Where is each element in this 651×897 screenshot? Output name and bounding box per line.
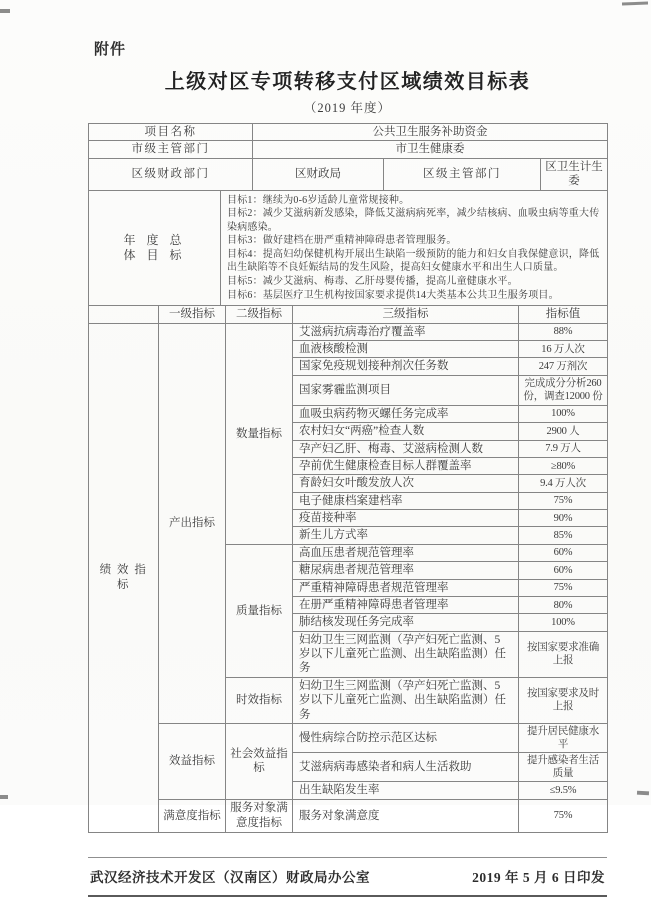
header-level1: 一级指标: [159, 306, 226, 323]
indicator-value: 75%: [519, 799, 608, 832]
indicator-value: 60%: [519, 562, 608, 579]
indicator-value: 9.4 万人次: [519, 475, 608, 492]
scan-artifact: [622, 2, 648, 6]
indicator-name: 国家免疫规划接种剂次任务数: [293, 358, 519, 375]
header-level3: 三级指标: [293, 306, 519, 323]
indicator-name: 血液核酸检测: [293, 341, 519, 358]
indicator-value: 60%: [519, 544, 608, 561]
indicator-value: 7.9 万人: [519, 440, 608, 457]
city-dept-label: 市级主管部门: [89, 141, 253, 158]
scan-artifact: [637, 791, 649, 796]
indicator-value: 90%: [519, 510, 608, 527]
indicator-corner-cell: [89, 306, 159, 323]
city-dept-value: 市卫生健康委: [253, 141, 608, 158]
indicator-value: 100%: [519, 405, 608, 422]
indicator-value: 提升居民健康水平: [519, 723, 608, 752]
performance-indicator-table: [88, 305, 608, 833]
indicator-value: 16 万人次: [519, 341, 608, 358]
l2-service-cell: 服务对象满意度指标: [226, 799, 293, 832]
indicator-value: 85%: [519, 527, 608, 544]
scan-artifact: [0, 795, 8, 799]
indicator-value: 100%: [519, 614, 608, 631]
indicator-value: 80%: [519, 596, 608, 613]
indicator-name: 服务对象满意度: [293, 799, 519, 832]
indicator-name: 艾滋病病毒感染者和病人生活救助: [293, 753, 519, 782]
scan-artifact: [0, 9, 10, 13]
l2-quality-cell: 质量指标: [226, 544, 293, 677]
category-cell: 绩 效 指 标: [89, 323, 159, 832]
info-table: [88, 123, 608, 191]
annual-goals-label-line2: 体 目 标: [123, 247, 186, 262]
header-level2: 二级指标: [226, 306, 293, 323]
district-dept-label: 区级主管部门: [384, 158, 541, 190]
indicator-name: 新生儿方式率: [293, 527, 519, 544]
indicator-value: 按国家要求及时上报: [519, 677, 608, 723]
indicator-name: 电子健康档案建档率: [293, 492, 519, 509]
annual-goals-label: [89, 190, 221, 306]
l2-social-cell: 社会效益指标: [226, 723, 293, 799]
district-finance-label: 区级财政部门: [89, 158, 253, 190]
goals-table: [88, 190, 608, 307]
indicator-name: 孕前优生健康检查目标人群覆盖率: [293, 457, 519, 474]
indicator-name: 慢性病综合防控示范区达标: [293, 723, 519, 752]
indicator-name: 育龄妇女叶酸发放人次: [293, 475, 519, 492]
document-footer: [88, 857, 607, 897]
annual-goals-label-line1: 年 度 总: [123, 232, 186, 247]
goal-item-5: 目标5：减少艾滋病、梅毒、乙肝母婴传播，提高儿童健康水平。: [227, 276, 518, 288]
indicator-value: 2900 人: [519, 423, 608, 440]
indicator-value: 88%: [519, 323, 608, 340]
footer-office: 武汉经济技术开发区（汉南区）财政局办公室: [90, 869, 370, 885]
indicator-name: 血吸虫病药物灭螺任务完成率: [293, 405, 519, 422]
indicator-value: 提升感染者生活质量: [519, 753, 608, 782]
indicator-value: 完成成分分析260 份，调查12000 份: [519, 375, 608, 405]
indicator-name: 糖尿病患者规范管理率: [293, 562, 519, 579]
goal-item-4: 目标4：提高妇幼保健机构开展出生缺陷一级预防的能力和妇女自我保健意识，降低出生缺陷等不良妊娠结局的发生风险，提高妇女健康水平和出生人口质量。: [227, 248, 600, 274]
l2-quantity-cell: 数量指标: [226, 323, 293, 544]
goal-item-3: 目标3：做好建档在册严重精神障碍患者管理服务。: [227, 235, 457, 247]
doc-period: （2019 年度）: [303, 101, 392, 115]
footer-print-date: 2019 年 5 月 6 日印发: [472, 869, 605, 885]
goal-item-6: 目标6：基层医疗卫生机构按国家要求提供14大类基本公共卫生服务项目。: [227, 289, 559, 301]
indicator-value: 按国家要求准确上报: [519, 631, 608, 677]
indicator-value: ≥80%: [519, 457, 608, 474]
goal-item-2: 目标2：减少艾滋病新发感染，降低艾滋病病死率，减少结核病、血吸虫病等重大传染病感染。: [227, 208, 600, 233]
indicator-name: 在册严重精神障碍患者管理率: [293, 596, 519, 613]
document-sheet: [88, 38, 607, 897]
indicator-name: 疫苗接种率: [293, 510, 519, 527]
indicator-name: 艾滋病抗病毒治疗覆盖率: [293, 323, 519, 340]
attachment-label: 附件: [94, 42, 127, 58]
indicator-value: 75%: [519, 492, 608, 509]
header-value: 指标值: [519, 306, 608, 323]
goal-item-1: 目标1：继续为0-6岁适龄儿童常规接种。: [227, 194, 410, 206]
district-finance-value: 区财政局: [253, 158, 384, 190]
project-name-value: 公共卫生服务补助资金: [253, 124, 608, 141]
district-dept-value: 区卫生计生委: [541, 158, 608, 190]
indicator-name: 高血压患者规范管理率: [293, 544, 519, 561]
l2-timeliness-cell: 时效指标: [226, 677, 293, 723]
indicator-name: 农村妇女“两癌”检查人数: [293, 423, 519, 440]
indicator-name: 国家雾霾监测项目: [293, 375, 519, 405]
l1-benefit-cell: 效益指标: [159, 723, 226, 799]
indicator-name: 妇幼卫生三网监测（孕产妇死亡监测、5 岁以下儿童死亡监测、出生缺陷监测）任务: [293, 677, 519, 723]
l1-satisfaction-cell: 满意度指标: [159, 799, 226, 832]
project-name-label: 项目名称: [89, 124, 253, 141]
indicator-name: 妇幼卫生三网监测（孕产妇死亡监测、5 岁以下儿童死亡监测、出生缺陷监测）任务: [293, 631, 519, 677]
indicator-name: 孕产妇乙肝、梅毒、艾滋病检测人数: [293, 440, 519, 457]
indicator-value: 247 万剂次: [519, 358, 608, 375]
indicator-value: ≤9.5%: [519, 782, 608, 799]
doc-title: 上级对区专项转移支付区域绩效目标表: [164, 71, 531, 93]
indicator-name: 出生缺陷发生率: [293, 782, 519, 799]
indicator-name: 肺结核发现任务完成率: [293, 614, 519, 631]
l1-output-cell: 产出指标: [159, 323, 226, 723]
indicator-value: 75%: [519, 579, 608, 596]
indicator-name: 严重精神障碍患者规范管理率: [293, 579, 519, 596]
annual-goals-text: [221, 190, 608, 306]
